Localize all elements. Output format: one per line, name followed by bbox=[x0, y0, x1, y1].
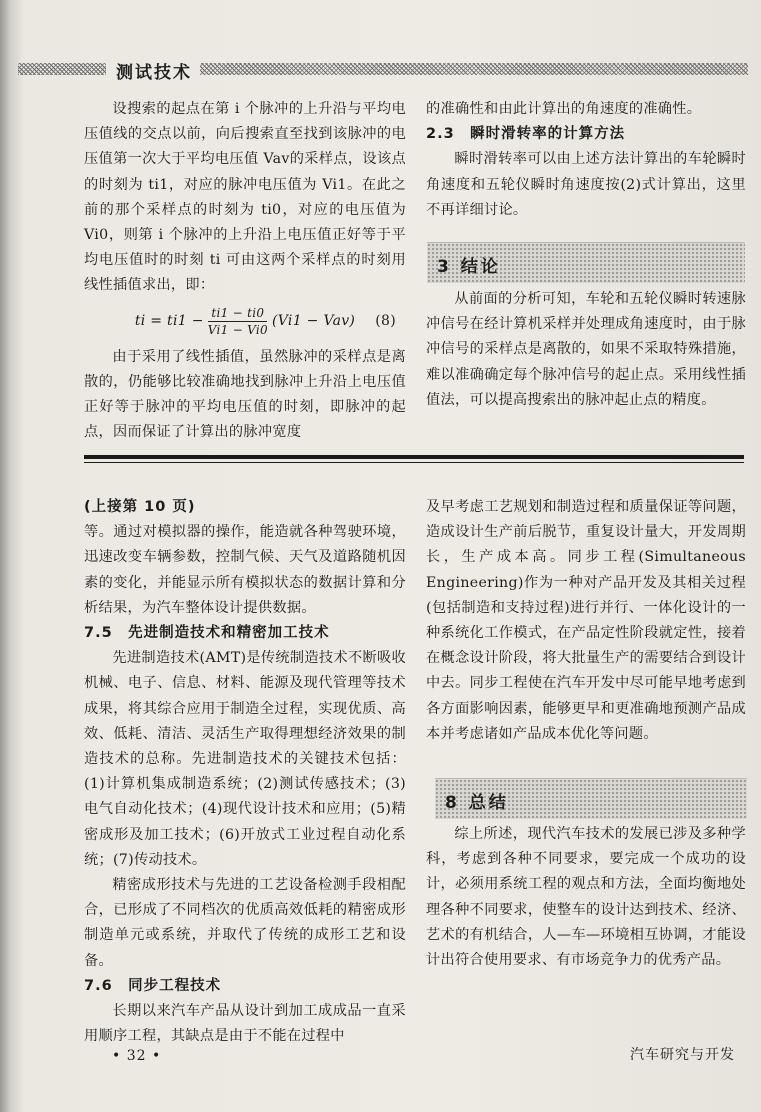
formula-rhs: (Vi1 − Vav) bbox=[272, 313, 356, 330]
paragraph-sequential-engineering: 长期以来汽车产品从设计到加工成成品一直采用顺序工程，其缺点是由于不能在过程中 bbox=[84, 1003, 406, 1045]
divider-rule-thick bbox=[84, 455, 744, 459]
paragraph-amt: 先进制造技术(AMT)是传统制造技术不断吸收机械、电子、信息、材料、能源及现代管理等技术成果，将其综合应用于制造全过程，实现优质、高效、低耗、清洁、灵活生产取得理想经济效果的制造技术的总称。先进制造技术的关键技术包括：(1)计算机集成制造系统；(2)测试传感技术；(3)电气自动化技术；(4)现代设计技术和应用；(5)精密成形及加工技术；(6)开放式工业过程自动化系统；(7)传动技术。 bbox=[84, 650, 406, 868]
section-heading-3: 3 结论 bbox=[437, 257, 501, 277]
top-right-column bbox=[426, 97, 746, 223]
paragraph-precision-forming: 精密成形技术与先进的工艺设备检测手段相配合，已形成了不同档次的优质高效低耗的精密成形制造单元或系统，并取代了传统的成形工艺和设备。 bbox=[84, 877, 406, 969]
bottom-left-column bbox=[84, 495, 406, 1049]
divider-rule-thin bbox=[84, 462, 744, 463]
section-label: 测试技术 bbox=[116, 63, 192, 83]
bottom-right-column bbox=[426, 495, 746, 747]
formula-fraction bbox=[208, 305, 268, 338]
paragraph-simulator: 等。通过对模拟器的操作，能造就各种驾驶环境，迅速改变车辆参数，控制气候、天气及道路随机因素的变化，并能显示所有模拟状态的数据计算和分析结果，为汽车整体设计提供数据。 bbox=[84, 524, 406, 616]
equation-number: (8) bbox=[375, 313, 396, 330]
section-heading-box-8 bbox=[435, 778, 747, 819]
section-heading-8: 8 总结 bbox=[445, 793, 509, 813]
header-hatch-left bbox=[18, 63, 106, 75]
header-hatch-right bbox=[200, 63, 748, 75]
top-left-column bbox=[84, 97, 406, 445]
paragraph-simultaneous-engineering: 及早考虑工艺规划和制造过程和质量保证等问题，造成设计生产前后脱节，重复设计量大，开发周期长，生产成本高。同步工程(Simultaneous Engineering)作为一种对产品开发及其相关过程(包括制造和支持过程)进行并行、一体化设计的一种系统化工作模式，在产品定性阶段就定性，接着在概念设计阶段，将大批量生产的需要结合到设计中去。同步工程使在汽车开发中尽可能早地考虑到各方面影响因素，能够更早和更准确地预测产品成本并考虑诸如产品成本优化等问题。 bbox=[426, 499, 746, 742]
paragraph-search-start: 设搜索的起点在第 i 个脉冲的上升沿与平均电压值线的交点以前，向后搜索直至找到该脉冲的电压值第一次大于平均电压值 Vav的采样点，设该点的时刻为 ti1，对应的脉冲电压值为 Vi1。在此之前的那个采样点的时刻为 ti0，对应的电压值为 Vi0，则第 i 个脉冲的上升沿上电压值正好等于平均电压值时的时刻 ti 可由这两个采样点的时刻用线性插值求出，即： bbox=[84, 101, 406, 294]
paragraph-linear-interp: 由于采用了线性插值，虽然脉冲的采样点是离散的，仍能够比较准确地找到脉冲上升沿上电压值正好等于脉冲的平均电压值的时刻，即脉冲的起点，因而保证了计算出的脉冲宽度 bbox=[84, 348, 406, 441]
paragraph-summary: 综上所述，现代汽车技术的发展已涉及多种学科，考虑到各种不同要求，要完成一个成功的设计，必须用系统工程的观点和方法，全面均衡地处理各种不同要求，使整车的设计达到技术、经济、艺术的有机结合，人—车—环境相互协调，才能设计出符合使用要求、有市场竞争力的优秀产品。 bbox=[426, 826, 746, 969]
paragraph-conclusion: 从前面的分析可知，车轮和五轮仪瞬时转速脉冲信号在经计算机采样并处理成角速度时，由于脉冲信号的采样点是离散的，如果不采取特殊措施，难以准确确定每个脉冲信号的起止点。采用线性插值法，可以提高搜索出的脉冲起止点的精度。 bbox=[426, 291, 746, 408]
page-number: • 32 • bbox=[112, 1048, 162, 1064]
formula-lhs: ti = ti1 − bbox=[134, 313, 204, 330]
continued-from-note: (上接第 10 页) bbox=[84, 499, 196, 515]
formula-denominator: Vi1 − Vi0 bbox=[207, 323, 268, 338]
journal-name: 汽车研究与开发 bbox=[630, 1047, 735, 1063]
subsection-heading-7-6: 7.6 同步工程技术 bbox=[84, 977, 222, 994]
formula-8 bbox=[84, 299, 406, 345]
paragraph-slip-rate: 瞬时滑转率可以由上述方法计算出的车轮瞬时角速度和五轮仪瞬时角速度按(2)式计算出，这里不再详细讨论。 bbox=[426, 151, 746, 218]
paragraph-accuracy: 的准确性和由此计算出的角速度的准确性。 bbox=[426, 101, 702, 117]
subsection-heading-2-3: 2.3 瞬时滑转率的计算方法 bbox=[426, 126, 626, 143]
formula-numerator: ti1 − ti0 bbox=[208, 305, 267, 322]
section-heading-box-3 bbox=[427, 242, 745, 283]
subsection-heading-7-5: 7.5 先进制造技术和精密加工技术 bbox=[84, 625, 330, 642]
top-right-column-conclusion bbox=[426, 287, 746, 413]
bottom-right-column-summary bbox=[426, 822, 746, 973]
